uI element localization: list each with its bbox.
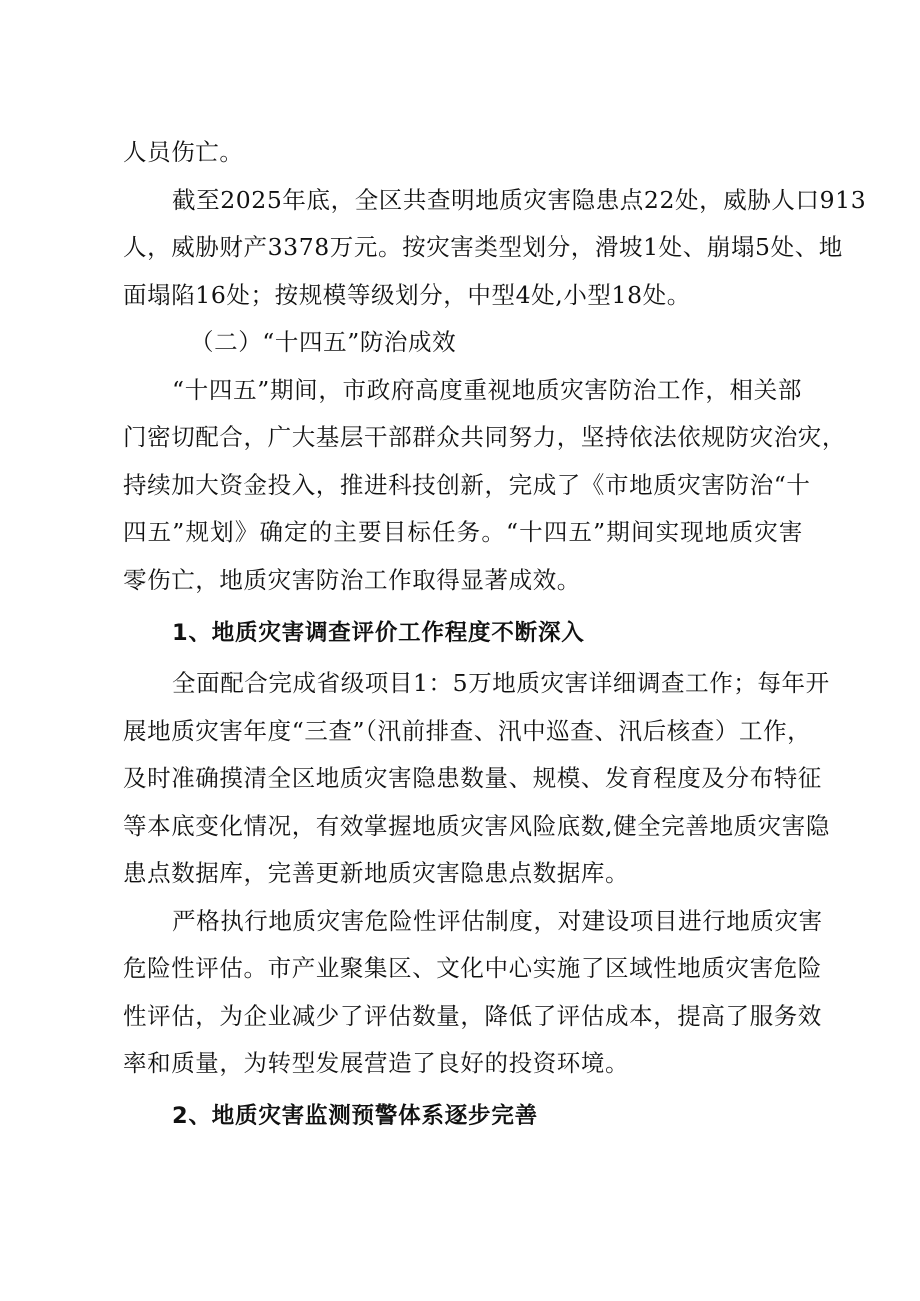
- paragraph-line: 严格执行地质灾害危险性评估制度，对建设项目进行地质灾害: [172, 907, 823, 935]
- paragraph-line: 患点数据库，完善更新地质灾害隐患点数据库。: [123, 859, 630, 887]
- paragraph-line: 全面配合完成省级项目1：5万地质灾害详细调查工作；每年开: [172, 669, 830, 697]
- paragraph-line: 及时准确摸清全区地质灾害隐患数量、规模、发育程度及分布特征: [123, 764, 822, 792]
- section-heading: 1、地质灾害调查评价工作程度不断深入: [172, 620, 585, 646]
- section-subheading: （二）“十四五”防治成效: [190, 328, 457, 356]
- paragraph-line: 人，威胁财产3378万元。按灾害类型划分，滑坡1处、崩塌5处、地: [123, 233, 843, 261]
- paragraph-line: 危险性评估。市产业聚集区、文化中心实施了区域性地质灾害危险: [123, 954, 822, 982]
- paragraph-line: 四五”规划》确定的主要目标任务。“十四五”期间实现地质灾害: [123, 518, 803, 546]
- paragraph-line: 门密切配合，广大基层干部群众共同努力，坚持依法依规防灾治灾，: [123, 423, 846, 451]
- paragraph-line: 持续加大资金投入，推进科技创新，完成了《市地质灾害防治“十: [123, 471, 811, 499]
- paragraph-line: 截至2025年底，全区共查明地质灾害隐患点22处，威胁人口913: [172, 186, 867, 214]
- paragraph-line: 面塌陷16处；按规模等级划分，中型4处,小型18处。: [123, 281, 691, 309]
- paragraph-line: 性评估，为企业减少了评估数量，降低了评估成本，提高了服务效: [123, 1002, 822, 1030]
- section-heading: 2、地质灾害监测预警体系逐步完善: [172, 1103, 538, 1129]
- paragraph-line: 展地质灾害年度“三查”（汛前排查、汛中巡查、汛后核查）工作，: [123, 717, 812, 745]
- paragraph-line: “十四五”期间，市政府高度重视地质灾害防治工作，相关部: [172, 376, 802, 404]
- paragraph-line: 零伤亡，地质灾害防治工作取得显著成效。: [123, 566, 581, 594]
- paragraph-line: 等本底变化情况，有效掌握地质灾害风险底数,健全完善地质灾害隐: [123, 812, 830, 840]
- paragraph-line: 率和质量，为转型发展营造了良好的投资环境。: [123, 1049, 630, 1077]
- paragraph-line: 人员伤亡。: [123, 138, 244, 166]
